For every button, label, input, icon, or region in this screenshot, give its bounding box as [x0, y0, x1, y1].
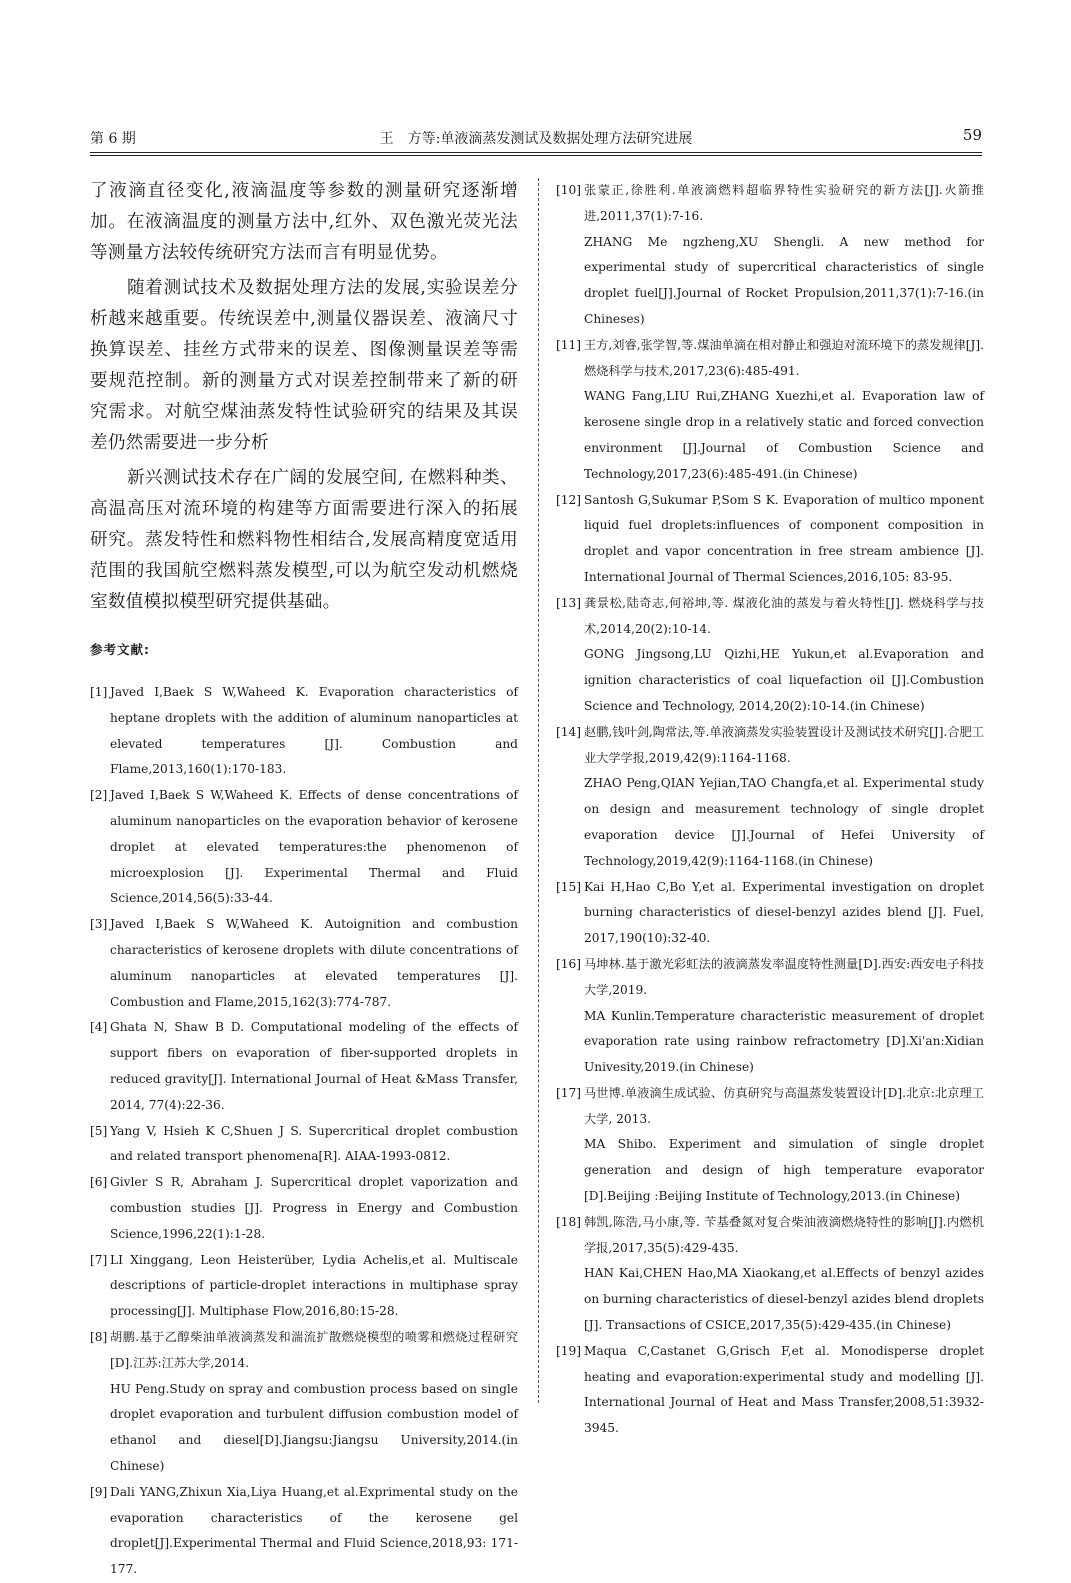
reference-item: [90, 912, 518, 1015]
reference-number: [7]: [90, 1252, 108, 1267]
reference-text: 赵鹏,钱叶剑,陶常法,等.单液滴蒸发实验装置设计及测试技术研究[J].合肥工业大学学报,2019,42(9):1164-1168.: [584, 724, 984, 765]
reference-number: [11]: [556, 337, 582, 352]
reference-item: [556, 1081, 984, 1210]
reference-english: MA Kunlin.Temperature characteristic measurement of droplet evaporation rate using rainbow refractometry [D].Xi'an:Xidian Univesity,2019.(in Chinese): [584, 1008, 984, 1075]
reference-item: [90, 1119, 518, 1171]
reference-item: [556, 952, 984, 1081]
body-paragraph: 了液滴直径变化,液滴温度等参数的测量研究逐渐增加。在液滴温度的测量方法中,红外、双色激光荧光法等测量方法较传统研究方法而言有明显优势。: [90, 181, 518, 263]
reference-text: Ghata N, Shaw B D. Computational modeling of the effects of support fibers on evaporation of fiber-supported droplets in reduced gravity[J]. International Journal of Heat &Mass Transfer, 2014, 77(4):22-36.: [110, 1020, 518, 1112]
reference-number: [3]: [90, 917, 108, 932]
reference-item: [90, 1015, 518, 1118]
reference-text: 韩凯,陈浩,马小康,等. 苄基叠氮对复合柴油液滴燃烧特性的影响[J].内燃机学报,2017,35(5):429-435.: [584, 1214, 984, 1255]
reference-number: [10]: [556, 183, 582, 197]
reference-english: GONG Jingsong,LU Qizhi,HE Yukun,et al.Evaporation and ignition characteristics of coal liquefaction oil [J].Combustion Science and Technology, 2014,20(2):10-14.(in Chinese): [584, 647, 984, 713]
header-rule-top: [90, 152, 982, 153]
reference-text: Maqua C,Castanet G,Grisch F,et al. Monodisperse droplet heating and evaporation:experimental study and modelling [J]. International Journal of Heat and Mass Transfer,2008,51:3932-3945.: [584, 1343, 984, 1436]
reference-text: Javed I,Baek S W,Waheed K. Autoignition and combustion characteristics of kerosene droplets with dilute concentrations of aluminum nanoparticles at elevated temperatures [J]. Combustion and Flame,2015,162(3):774-787.: [110, 917, 518, 1009]
reference-item: [90, 1325, 518, 1480]
reference-item: [556, 591, 984, 720]
reference-item: [90, 1480, 518, 1583]
reference-item: [90, 1170, 518, 1247]
reference-text: Kai H,Hao C,Bo Y,et al. Experimental investigation on droplet burning characteristics of diesel-benzyl azides blend [J]. Fuel, 2017,190(10):32-40.: [584, 879, 984, 946]
reference-item: [556, 720, 984, 875]
reference-number: [17]: [556, 1085, 582, 1100]
reference-number: [14]: [556, 724, 582, 739]
running-title: 王 方等:单液滴蒸发测试及数据处理方法研究进展: [379, 131, 693, 147]
reference-number: [2]: [90, 788, 108, 803]
reference-text: 王方,刘睿,张学智,等.煤油单滴在相对静止和强迫对流环境下的蒸发规律[J].燃烧科学与技术,2017,23(6):485-491.: [584, 337, 984, 378]
reference-number: [4]: [90, 1020, 108, 1035]
reference-number: [13]: [556, 595, 582, 610]
reference-number: [12]: [556, 492, 582, 507]
reference-item: [90, 680, 518, 783]
reference-number: [8]: [90, 1329, 108, 1344]
running-header: [90, 124, 982, 150]
right-column: [556, 178, 984, 1442]
reference-english: HU Peng.Study on spray and combustion process based on single droplet evaporation and turbulent diffusion combustion model of ethanol and diesel[D].Jiangsu:Jiangsu University,2014.(in Chinese): [110, 1381, 518, 1473]
reference-item: [556, 333, 984, 488]
issue-number: 第 6 期: [90, 131, 136, 147]
reference-text: Javed I,Baek S W,Waheed K. Effects of dense concentrations of aluminum nanoparticles on the evaporation behavior of kerosene droplet at elevated temperatures:the phenomenon of microexplosion [J]. Experimental Thermal and Fluid Science,2014,56(5):33-44.: [110, 788, 518, 906]
reference-english: MA Shibo. Experiment and simulation of single droplet generation and design of high temperature evaporator [D].Beijing :Beijing Institute of Technology,2013.(in Chinese): [584, 1137, 984, 1204]
reference-item: [556, 875, 984, 952]
reference-english: ZHAO Peng,QIAN Yejian,TAO Changfa,et al. Experimental study on design and measurement technology of single droplet evaporation device [J].Journal of Hefei University of Technology,2019,42(9):1164-1168.(in Chinese): [584, 776, 984, 868]
references-heading: 参考文献:: [90, 642, 150, 657]
reference-item: [556, 488, 984, 591]
page-number: 59: [962, 126, 982, 144]
reference-number: [9]: [90, 1484, 108, 1499]
reference-item: [90, 1248, 518, 1325]
reference-number: [19]: [556, 1343, 582, 1358]
body-paragraph: 新兴测试技术存在广阔的发展空间, 在燃料种类、高温高压对流环境的构建等方面需要进行深入的拓展研究。蒸发特性和燃料物性相结合,发展高精度宽适用范围的我国航空燃料蒸发模型,可以为航空发动机燃烧室数值模拟模型研究提供基础。: [90, 468, 518, 612]
reference-item: [556, 1339, 984, 1442]
reference-text: 龚景松,陆奇志,何裕坤,等. 煤液化油的蒸发与着火特性[J]. 燃烧科学与技术,2014,20(2):10-14.: [584, 595, 984, 636]
reference-english: HAN Kai,CHEN Hao,MA Xiaokang,et al.Effects of benzyl azides on burning characteristics of diesel-benzyl azides blend droplets [J]. Transactions of CSICE,2017,35(5):429-435.(in Chinese): [584, 1266, 984, 1333]
reference-text: Yang V, Hsieh K C,Shuen J S. Supercritical droplet combustion and related transport phenomena[R]. AIAA-1993-0812.: [110, 1123, 518, 1164]
reference-text: LI Xinggang, Leon Heisterüber, Lydia Achelis,et al. Multiscale descriptions of particle-droplet interactions in multiphase spray processing[J]. Multiphase Flow,2016,80:15-28.: [110, 1252, 518, 1319]
reference-text: Javed I,Baek S W,Waheed K. Evaporation characteristics of heptane droplets with the addition of aluminum nanoparticles at elevated temperatures [J]. Combustion and Flame,2013,160(1):170-183.: [110, 685, 518, 777]
reference-number: [16]: [556, 956, 582, 971]
reference-text: 胡鹏.基于乙醇柴油单液滴蒸发和湍流扩散燃烧模型的喷雾和燃烧过程研究[D].江苏:江苏大学,2014.: [110, 1329, 518, 1370]
reference-text: 张蒙正,徐胜利.单液滴燃料超临界特性实验研究的新方法[J].火箭推进,2011,37(1):7-16.: [584, 183, 984, 223]
reference-item: [556, 178, 984, 333]
body-paragraph: 随着测试技术及数据处理方法的发展,实验误差分析越来越重要。传统误差中,测量仪器误差、液滴尺寸换算误差、挂丝方式带来的误差、图像测量误差等需要规范控制。新的测量方式对误差控制带来了新的研究需求。对航空煤油蒸发特性试验研究的结果及其误差仍然需要进一步分析: [90, 278, 518, 453]
column-divider: [538, 178, 539, 1403]
reference-text: Givler S R, Abraham J. Supercritical droplet vaporization and combustion studies [J]. Progress in Energy and Combustion Science,1996,22(1):1-28.: [110, 1175, 518, 1241]
reference-text: 马世博.单液滴生成试验、仿真研究与高温蒸发装置设计[D].北京:北京理工大学, 2013.: [584, 1085, 984, 1126]
header-rule-bottom: [90, 155, 982, 156]
reference-english: WANG Fang,LIU Rui,ZHANG Xuezhi,et al. Evaporation law of kerosene single drop in a relatively static and forced convection environment [J].Journal of Combustion Science and Technology,2017,23(6):485-491.(in Chinese): [584, 389, 984, 481]
reference-number: [1]: [90, 685, 108, 699]
reference-text: Santosh G,Sukumar P,Som S K. Evaporation of multico mponent liquid fuel droplets:influences of component composition in droplet and vapor concentration in free stream ambience [J]. International Journal of Thermal Sciences,2016,105: 83-95.: [584, 492, 984, 584]
reference-text: 马坤林.基于激光彩虹法的液滴蒸发率温度特性测量[D].西安:西安电子科技大学,2019.: [584, 956, 984, 997]
reference-english: ZHANG Me ngzheng,XU Shengli. A new method for experimental study of supercritical characteristics of single droplet fuel[J].Journal of Rocket Propulsion,2011,37(1):7-16.(in Chineses): [584, 234, 984, 326]
reference-number: [18]: [556, 1214, 582, 1229]
reference-text: Dali YANG,Zhixun Xia,Liya Huang,et al.Exprimental study on the evaporation characteristics of the kerosene gel droplet[J].Experimental Thermal and Fluid Science,2018,93: 171-177.: [110, 1484, 518, 1577]
reference-number: [5]: [90, 1123, 108, 1138]
reference-number: [6]: [90, 1175, 108, 1190]
reference-number: [15]: [556, 879, 582, 894]
left-column: [90, 176, 518, 1583]
reference-item: [556, 1210, 984, 1339]
reference-item: [90, 783, 518, 912]
